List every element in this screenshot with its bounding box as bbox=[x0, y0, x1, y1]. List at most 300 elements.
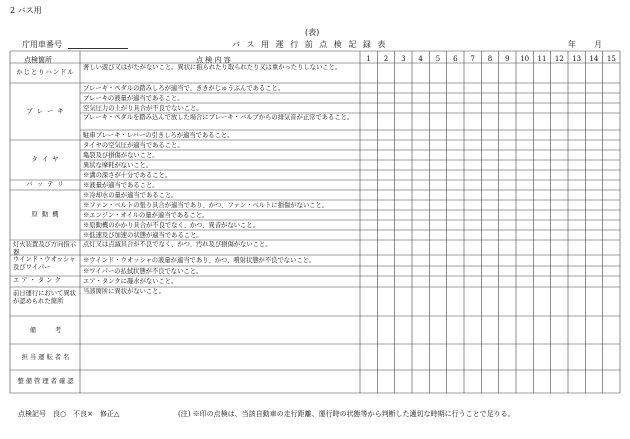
check-cell[interactable] bbox=[464, 130, 481, 140]
check-cell[interactable] bbox=[585, 63, 602, 83]
check-cell[interactable] bbox=[516, 180, 533, 190]
check-cell[interactable] bbox=[568, 287, 585, 316]
check-cell[interactable] bbox=[533, 180, 550, 190]
driver-name-row-cell[interactable] bbox=[377, 344, 394, 370]
check-cell[interactable] bbox=[516, 113, 533, 130]
check-cell[interactable] bbox=[377, 180, 394, 190]
check-cell[interactable] bbox=[603, 230, 620, 240]
check-cell[interactable] bbox=[568, 140, 585, 150]
check-cell[interactable] bbox=[360, 255, 377, 266]
check-cell[interactable] bbox=[533, 63, 550, 83]
check-cell[interactable] bbox=[447, 103, 464, 113]
check-cell[interactable] bbox=[429, 140, 446, 150]
check-cell[interactable] bbox=[360, 200, 377, 210]
check-cell[interactable] bbox=[551, 130, 568, 140]
check-cell[interactable] bbox=[447, 130, 464, 140]
manager-confirm-row-cell[interactable] bbox=[533, 370, 550, 393]
check-cell[interactable] bbox=[481, 220, 498, 230]
check-cell[interactable] bbox=[585, 93, 602, 103]
check-cell[interactable] bbox=[360, 83, 377, 93]
check-cell[interactable] bbox=[568, 150, 585, 160]
manager-confirm-row-cell[interactable] bbox=[412, 370, 429, 393]
check-cell[interactable] bbox=[429, 160, 446, 170]
check-cell[interactable] bbox=[395, 240, 412, 255]
remarks-row-cell[interactable] bbox=[516, 316, 533, 344]
check-cell[interactable] bbox=[603, 180, 620, 190]
manager-confirm-row-cell[interactable] bbox=[568, 370, 585, 393]
check-cell[interactable] bbox=[360, 230, 377, 240]
check-cell[interactable] bbox=[516, 190, 533, 200]
check-cell[interactable] bbox=[447, 210, 464, 220]
check-cell[interactable] bbox=[516, 63, 533, 83]
check-cell[interactable] bbox=[568, 93, 585, 103]
check-cell[interactable] bbox=[603, 103, 620, 113]
check-cell[interactable] bbox=[481, 255, 498, 266]
check-cell[interactable] bbox=[585, 83, 602, 93]
check-cell[interactable] bbox=[377, 200, 394, 210]
check-cell[interactable] bbox=[429, 180, 446, 190]
check-cell[interactable] bbox=[481, 170, 498, 180]
check-cell[interactable] bbox=[516, 210, 533, 220]
check-cell[interactable] bbox=[603, 210, 620, 220]
check-cell[interactable] bbox=[377, 83, 394, 93]
check-cell[interactable] bbox=[585, 255, 602, 266]
check-cell[interactable] bbox=[568, 83, 585, 93]
check-cell[interactable] bbox=[481, 190, 498, 200]
check-cell[interactable] bbox=[481, 240, 498, 255]
check-cell[interactable] bbox=[516, 240, 533, 255]
manager-confirm-row-cell[interactable] bbox=[447, 370, 464, 393]
check-cell[interactable] bbox=[481, 103, 498, 113]
check-cell[interactable] bbox=[568, 266, 585, 276]
check-cell[interactable] bbox=[395, 150, 412, 160]
check-cell[interactable] bbox=[499, 63, 516, 83]
check-cell[interactable] bbox=[429, 210, 446, 220]
check-cell[interactable] bbox=[395, 266, 412, 276]
check-cell[interactable] bbox=[447, 140, 464, 150]
check-cell[interactable] bbox=[585, 210, 602, 220]
check-cell[interactable] bbox=[395, 113, 412, 130]
check-cell[interactable] bbox=[603, 93, 620, 103]
check-cell[interactable] bbox=[395, 160, 412, 170]
check-cell[interactable] bbox=[360, 93, 377, 103]
check-cell[interactable] bbox=[499, 255, 516, 266]
check-cell[interactable] bbox=[533, 200, 550, 210]
check-cell[interactable] bbox=[464, 113, 481, 130]
check-cell[interactable] bbox=[568, 170, 585, 180]
check-cell[interactable] bbox=[377, 160, 394, 170]
check-cell[interactable] bbox=[603, 150, 620, 160]
check-cell[interactable] bbox=[516, 93, 533, 103]
check-cell[interactable] bbox=[568, 240, 585, 255]
check-cell[interactable] bbox=[377, 210, 394, 220]
check-cell[interactable] bbox=[499, 190, 516, 200]
check-cell[interactable] bbox=[551, 200, 568, 210]
check-cell[interactable] bbox=[464, 266, 481, 276]
check-cell[interactable] bbox=[429, 83, 446, 93]
check-cell[interactable] bbox=[395, 130, 412, 140]
check-cell[interactable] bbox=[551, 180, 568, 190]
manager-confirm-row-cell[interactable] bbox=[499, 370, 516, 393]
check-cell[interactable] bbox=[377, 230, 394, 240]
check-cell[interactable] bbox=[499, 220, 516, 230]
check-cell[interactable] bbox=[585, 140, 602, 150]
driver-name-row-cell[interactable] bbox=[499, 344, 516, 370]
check-cell[interactable] bbox=[499, 103, 516, 113]
check-cell[interactable] bbox=[429, 255, 446, 266]
check-cell[interactable] bbox=[447, 266, 464, 276]
check-cell[interactable] bbox=[516, 160, 533, 170]
check-cell[interactable] bbox=[551, 113, 568, 130]
check-cell[interactable] bbox=[377, 103, 394, 113]
check-cell[interactable] bbox=[603, 255, 620, 266]
check-cell[interactable] bbox=[499, 150, 516, 160]
driver-name-row-cell[interactable] bbox=[464, 344, 481, 370]
check-cell[interactable] bbox=[447, 200, 464, 210]
check-cell[interactable] bbox=[447, 230, 464, 240]
check-cell[interactable] bbox=[395, 93, 412, 103]
check-cell[interactable] bbox=[516, 130, 533, 140]
check-cell[interactable] bbox=[481, 93, 498, 103]
check-cell[interactable] bbox=[585, 103, 602, 113]
check-cell[interactable] bbox=[481, 150, 498, 160]
check-cell[interactable] bbox=[533, 140, 550, 150]
check-cell[interactable] bbox=[551, 210, 568, 220]
check-cell[interactable] bbox=[551, 276, 568, 287]
check-cell[interactable] bbox=[360, 160, 377, 170]
check-cell[interactable] bbox=[395, 230, 412, 240]
check-cell[interactable] bbox=[377, 287, 394, 316]
check-cell[interactable] bbox=[568, 103, 585, 113]
check-cell[interactable] bbox=[499, 130, 516, 140]
check-cell[interactable] bbox=[585, 230, 602, 240]
check-cell[interactable] bbox=[551, 93, 568, 103]
check-cell[interactable] bbox=[412, 276, 429, 287]
check-cell[interactable] bbox=[481, 160, 498, 170]
check-cell[interactable] bbox=[533, 276, 550, 287]
check-cell[interactable] bbox=[395, 200, 412, 210]
check-cell[interactable] bbox=[447, 160, 464, 170]
check-cell[interactable] bbox=[377, 130, 394, 140]
check-cell[interactable] bbox=[429, 220, 446, 230]
check-cell[interactable] bbox=[551, 83, 568, 93]
check-cell[interactable] bbox=[481, 130, 498, 140]
check-cell[interactable] bbox=[395, 276, 412, 287]
check-cell[interactable] bbox=[447, 63, 464, 83]
check-cell[interactable] bbox=[499, 266, 516, 276]
manager-confirm-row-cell[interactable] bbox=[377, 370, 394, 393]
check-cell[interactable] bbox=[447, 83, 464, 93]
remarks-row-cell[interactable] bbox=[551, 316, 568, 344]
check-cell[interactable] bbox=[429, 103, 446, 113]
check-cell[interactable] bbox=[481, 266, 498, 276]
check-cell[interactable] bbox=[603, 83, 620, 93]
check-cell[interactable] bbox=[603, 130, 620, 140]
check-cell[interactable] bbox=[447, 276, 464, 287]
check-cell[interactable] bbox=[464, 83, 481, 93]
check-cell[interactable] bbox=[412, 200, 429, 210]
check-cell[interactable] bbox=[533, 220, 550, 230]
check-cell[interactable] bbox=[377, 240, 394, 255]
check-cell[interactable] bbox=[429, 170, 446, 180]
check-cell[interactable] bbox=[395, 287, 412, 316]
check-cell[interactable] bbox=[551, 170, 568, 180]
check-cell[interactable] bbox=[603, 140, 620, 150]
check-cell[interactable] bbox=[533, 240, 550, 255]
check-cell[interactable] bbox=[360, 210, 377, 220]
check-cell[interactable] bbox=[412, 230, 429, 240]
check-cell[interactable] bbox=[360, 103, 377, 113]
check-cell[interactable] bbox=[499, 93, 516, 103]
check-cell[interactable] bbox=[447, 255, 464, 266]
driver-name-row-cell[interactable] bbox=[481, 344, 498, 370]
check-cell[interactable] bbox=[412, 240, 429, 255]
check-cell[interactable] bbox=[568, 180, 585, 190]
manager-confirm-row-cell[interactable] bbox=[360, 370, 377, 393]
check-cell[interactable] bbox=[516, 255, 533, 266]
remarks-row-cell[interactable] bbox=[377, 316, 394, 344]
check-cell[interactable] bbox=[499, 83, 516, 93]
check-cell[interactable] bbox=[533, 150, 550, 160]
check-cell[interactable] bbox=[360, 150, 377, 160]
check-cell[interactable] bbox=[429, 190, 446, 200]
check-cell[interactable] bbox=[568, 63, 585, 83]
check-cell[interactable] bbox=[377, 150, 394, 160]
check-cell[interactable] bbox=[603, 160, 620, 170]
check-cell[interactable] bbox=[464, 93, 481, 103]
check-cell[interactable] bbox=[412, 210, 429, 220]
check-cell[interactable] bbox=[481, 113, 498, 130]
check-cell[interactable] bbox=[533, 287, 550, 316]
check-cell[interactable] bbox=[429, 63, 446, 83]
check-cell[interactable] bbox=[516, 140, 533, 150]
check-cell[interactable] bbox=[603, 113, 620, 130]
check-cell[interactable] bbox=[499, 180, 516, 190]
check-cell[interactable] bbox=[499, 113, 516, 130]
check-cell[interactable] bbox=[499, 210, 516, 220]
check-cell[interactable] bbox=[551, 220, 568, 230]
check-cell[interactable] bbox=[568, 200, 585, 210]
check-cell[interactable] bbox=[360, 276, 377, 287]
remarks-row-cell[interactable] bbox=[499, 316, 516, 344]
check-cell[interactable] bbox=[603, 200, 620, 210]
check-cell[interactable] bbox=[481, 210, 498, 220]
check-cell[interactable] bbox=[412, 220, 429, 230]
driver-name-row-cell[interactable] bbox=[603, 344, 620, 370]
check-cell[interactable] bbox=[360, 287, 377, 316]
manager-confirm-row-cell[interactable] bbox=[603, 370, 620, 393]
check-cell[interactable] bbox=[412, 266, 429, 276]
check-cell[interactable] bbox=[533, 190, 550, 200]
check-cell[interactable] bbox=[551, 240, 568, 255]
check-cell[interactable] bbox=[360, 170, 377, 180]
check-cell[interactable] bbox=[585, 170, 602, 180]
check-cell[interactable] bbox=[360, 63, 377, 83]
check-cell[interactable] bbox=[429, 287, 446, 316]
driver-name-row-cell[interactable] bbox=[395, 344, 412, 370]
check-cell[interactable] bbox=[568, 230, 585, 240]
check-cell[interactable] bbox=[360, 240, 377, 255]
check-cell[interactable] bbox=[516, 200, 533, 210]
check-cell[interactable] bbox=[481, 230, 498, 240]
check-cell[interactable] bbox=[360, 180, 377, 190]
check-cell[interactable] bbox=[429, 266, 446, 276]
check-cell[interactable] bbox=[412, 130, 429, 140]
check-cell[interactable] bbox=[585, 113, 602, 130]
check-cell[interactable] bbox=[360, 113, 377, 130]
manager-confirm-row-cell[interactable] bbox=[395, 370, 412, 393]
check-cell[interactable] bbox=[551, 103, 568, 113]
check-cell[interactable] bbox=[464, 180, 481, 190]
check-cell[interactable] bbox=[603, 63, 620, 83]
check-cell[interactable] bbox=[585, 130, 602, 140]
check-cell[interactable] bbox=[412, 190, 429, 200]
check-cell[interactable] bbox=[603, 287, 620, 316]
check-cell[interactable] bbox=[377, 140, 394, 150]
remarks-row-cell[interactable] bbox=[360, 316, 377, 344]
check-cell[interactable] bbox=[585, 287, 602, 316]
check-cell[interactable] bbox=[481, 287, 498, 316]
driver-name-row-cell[interactable] bbox=[533, 344, 550, 370]
check-cell[interactable] bbox=[395, 83, 412, 93]
check-cell[interactable] bbox=[499, 170, 516, 180]
check-cell[interactable] bbox=[585, 266, 602, 276]
check-cell[interactable] bbox=[447, 220, 464, 230]
check-cell[interactable] bbox=[464, 240, 481, 255]
check-cell[interactable] bbox=[429, 150, 446, 160]
check-cell[interactable] bbox=[412, 255, 429, 266]
check-cell[interactable] bbox=[464, 220, 481, 230]
manager-confirm-row-cell[interactable] bbox=[464, 370, 481, 393]
check-cell[interactable] bbox=[499, 287, 516, 316]
check-cell[interactable] bbox=[568, 255, 585, 266]
check-cell[interactable] bbox=[464, 103, 481, 113]
check-cell[interactable] bbox=[412, 83, 429, 93]
check-cell[interactable] bbox=[377, 190, 394, 200]
check-cell[interactable] bbox=[533, 255, 550, 266]
check-cell[interactable] bbox=[429, 130, 446, 140]
check-cell[interactable] bbox=[395, 190, 412, 200]
check-cell[interactable] bbox=[412, 150, 429, 160]
check-cell[interactable] bbox=[360, 140, 377, 150]
check-cell[interactable] bbox=[499, 140, 516, 150]
check-cell[interactable] bbox=[464, 150, 481, 160]
check-cell[interactable] bbox=[499, 230, 516, 240]
check-cell[interactable] bbox=[395, 140, 412, 150]
check-cell[interactable] bbox=[603, 276, 620, 287]
check-cell[interactable] bbox=[481, 83, 498, 93]
check-cell[interactable] bbox=[395, 103, 412, 113]
check-cell[interactable] bbox=[429, 200, 446, 210]
check-cell[interactable] bbox=[395, 170, 412, 180]
check-cell[interactable] bbox=[568, 190, 585, 200]
check-cell[interactable] bbox=[412, 113, 429, 130]
manager-confirm-row-cell[interactable] bbox=[429, 370, 446, 393]
check-cell[interactable] bbox=[481, 140, 498, 150]
check-cell[interactable] bbox=[464, 230, 481, 240]
check-cell[interactable] bbox=[447, 190, 464, 200]
check-cell[interactable] bbox=[551, 150, 568, 160]
check-cell[interactable] bbox=[429, 230, 446, 240]
check-cell[interactable] bbox=[533, 210, 550, 220]
check-cell[interactable] bbox=[447, 113, 464, 130]
check-cell[interactable] bbox=[447, 93, 464, 103]
check-cell[interactable] bbox=[481, 276, 498, 287]
check-cell[interactable] bbox=[516, 220, 533, 230]
remarks-row-cell[interactable] bbox=[447, 316, 464, 344]
check-cell[interactable] bbox=[551, 287, 568, 316]
remarks-row-cell[interactable] bbox=[585, 316, 602, 344]
check-cell[interactable] bbox=[516, 230, 533, 240]
driver-name-row-cell[interactable] bbox=[447, 344, 464, 370]
check-cell[interactable] bbox=[585, 240, 602, 255]
check-cell[interactable] bbox=[412, 160, 429, 170]
check-cell[interactable] bbox=[412, 103, 429, 113]
check-cell[interactable] bbox=[533, 130, 550, 140]
manager-confirm-row-cell[interactable] bbox=[551, 370, 568, 393]
driver-name-row-cell[interactable] bbox=[516, 344, 533, 370]
check-cell[interactable] bbox=[568, 113, 585, 130]
check-cell[interactable] bbox=[551, 190, 568, 200]
check-cell[interactable] bbox=[603, 170, 620, 180]
check-cell[interactable] bbox=[377, 113, 394, 130]
check-cell[interactable] bbox=[377, 220, 394, 230]
check-cell[interactable] bbox=[360, 190, 377, 200]
check-cell[interactable] bbox=[360, 266, 377, 276]
check-cell[interactable] bbox=[568, 276, 585, 287]
check-cell[interactable] bbox=[464, 160, 481, 170]
check-cell[interactable] bbox=[377, 170, 394, 180]
driver-name-row-cell[interactable] bbox=[429, 344, 446, 370]
check-cell[interactable] bbox=[481, 200, 498, 210]
check-cell[interactable] bbox=[429, 276, 446, 287]
check-cell[interactable] bbox=[516, 103, 533, 113]
check-cell[interactable] bbox=[603, 220, 620, 230]
check-cell[interactable] bbox=[499, 240, 516, 255]
check-cell[interactable] bbox=[447, 170, 464, 180]
check-cell[interactable] bbox=[516, 170, 533, 180]
manager-confirm-row-cell[interactable] bbox=[481, 370, 498, 393]
check-cell[interactable] bbox=[447, 287, 464, 316]
check-cell[interactable] bbox=[585, 160, 602, 170]
check-cell[interactable] bbox=[412, 140, 429, 150]
check-cell[interactable] bbox=[412, 93, 429, 103]
check-cell[interactable] bbox=[464, 276, 481, 287]
driver-name-row-cell[interactable] bbox=[551, 344, 568, 370]
driver-name-row-cell[interactable] bbox=[360, 344, 377, 370]
remarks-row-cell[interactable] bbox=[395, 316, 412, 344]
check-cell[interactable] bbox=[516, 83, 533, 93]
driver-name-row-cell[interactable] bbox=[412, 344, 429, 370]
manager-confirm-row-cell[interactable] bbox=[585, 370, 602, 393]
check-cell[interactable] bbox=[568, 210, 585, 220]
check-cell[interactable] bbox=[551, 140, 568, 150]
check-cell[interactable] bbox=[533, 170, 550, 180]
check-cell[interactable] bbox=[447, 150, 464, 160]
remarks-row-cell[interactable] bbox=[464, 316, 481, 344]
check-cell[interactable] bbox=[499, 160, 516, 170]
check-cell[interactable] bbox=[533, 266, 550, 276]
check-cell[interactable] bbox=[533, 83, 550, 93]
check-cell[interactable] bbox=[481, 180, 498, 190]
check-cell[interactable] bbox=[464, 200, 481, 210]
check-cell[interactable] bbox=[585, 150, 602, 160]
check-cell[interactable] bbox=[377, 266, 394, 276]
check-cell[interactable] bbox=[447, 240, 464, 255]
check-cell[interactable] bbox=[395, 63, 412, 83]
check-cell[interactable] bbox=[429, 113, 446, 130]
check-cell[interactable] bbox=[412, 63, 429, 83]
